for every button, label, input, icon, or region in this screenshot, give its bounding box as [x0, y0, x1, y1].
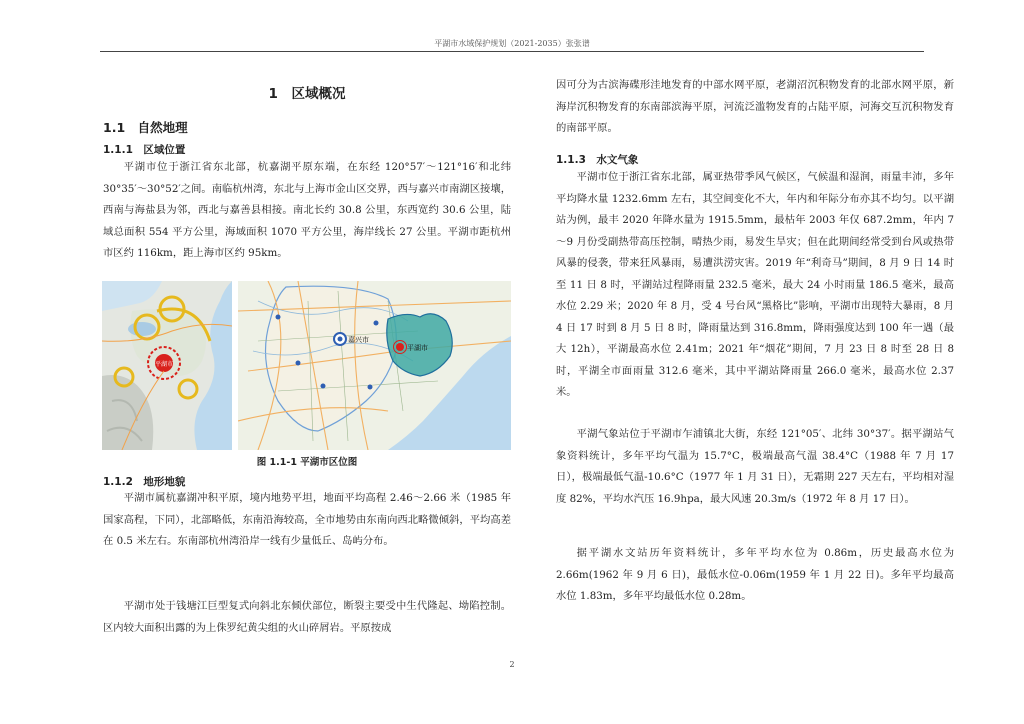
jiaxing-label: 嘉兴市 [348, 336, 369, 344]
page-number: 2 [509, 660, 515, 669]
town-marker [368, 385, 373, 390]
header-rule [100, 51, 924, 52]
town-marker [374, 321, 379, 326]
town-marker [276, 315, 281, 320]
terrain-paragraph-1: 平湖市属杭嘉湖冲积平原，境内地势平坦，地面平均高程 2.46～2.66 米（1985 年国家高程，下同），北部略低，东南沿海较高，全市地势由东南向西北略微倾斜，平均高差在 0.5 米左右。东南部杭州湾沿岸一线有少量低丘、岛屿分布。 [103, 492, 511, 547]
pinghu-city-marker [396, 343, 404, 351]
terrain-paragraph-2: 平湖市处于钱塘江巨型复式向斜北东倾伏部位，断裂主要受中生代隆起、坳陷控制。区内较大面积出露的为上侏罗纪黄尖组的火山碎屑岩。平原按成 [103, 600, 511, 634]
hydrology-paragraph: 据平湖水文站历年资料统计，多年平均水位为 0.86m，历史最高水位为 2.66m(1962 年 9 月 6 日)，最低水位-0.06m(1959 年 1 月 22 日)。多年平均最高水位 1.83m，多年平均最低水位 0.28m。 [556, 547, 954, 602]
page-header: 平湖市水域保护规划（2021-2035）张张谱 [434, 39, 590, 48]
section-heading-1-1-3: 1.1.3 水文气象 [556, 154, 639, 166]
figure-caption: 图 1.1-1 平湖市区位图 [256, 457, 358, 468]
pinghu-label: 平湖市 [407, 344, 428, 352]
regional-map-label: 平湖市 [154, 361, 174, 368]
town-marker [321, 384, 326, 389]
section-heading-1-1-2: 1.1.2 地形地貌 [103, 476, 186, 488]
city-detail-map [238, 281, 511, 450]
location-paragraph: 平湖市位于浙江省东北部，杭嘉湖平原东端，在东经 120°57′～121°16′和北纬 30°35′～30°52′之间。南临杭州湾，东北与上海市金山区交界，西与嘉兴市南湖区接壤，西南与海盐县为邻，西北与嘉善县相接。南北长约 30.8 公里，东西宽约 30.6 公里，陆域总面积 554 平方公里，海域面积 1070 平方公里，海岸线长 27 公里。平湖市距杭州市区约 116km，距上海市区约 95km。 [103, 161, 511, 259]
location-map-figure [102, 281, 511, 450]
plain-types-paragraph: 因可分为古滨海碟形洼地发育的中部水网平原，老湖沼沉积物发育的北部水网平原，新海岸沉积物发育的东南部滨海平原，河流泛滥物发育的占陆平原，河海交互沉积物发育的南部平原。 [556, 79, 954, 134]
section-heading-1-1: 1.1 自然地理 [103, 120, 188, 135]
climate-paragraph-1: 平湖市位于浙江省东北部，属亚热带季风气候区，气候温和湿润，雨量丰沛，多年平均降水量 1232.6mm 左右，其空间变化不大，年内和年际分布亦其不均匀。以平湖站为例，最丰 2020 年降水量为 1915.5mm，最枯年 2003 年仅 687.2mm，年内 7～9 月份受副热带高压控制，晴热少雨，易发生旱灾；但在此期间经常受到台风或热带风暴的侵袭，带来狂风暴雨，易遭洪涝灾害。2019 年“利奇马”期间，8 月 9 日 14 时至 11 日 8 时，平湖站过程降雨量 232.5 毫米，最大 24 小时雨量 186.5 毫米，最高水位 2.29 米；2020 年 8 月，受 4 号台风“黑格比”影响，平湖市出现特大暴雨，8 月 4 日 17 时到 8 月 5 日 8 时，降雨量达到 316.8mm，降雨强度达到 100 年一遇（最大 12h），平湖最高水位 2.41m；2021 年“烟花”期间，7 月 23 日 8 时至 28 日 8 时，平湖全市面雨量 312.6 毫米，其中平湖站降雨量 266.0 毫米，最高水位 2.37 米。 [556, 171, 954, 398]
chapter-title: 1 区域概况 [268, 86, 346, 102]
climate-paragraph-2: 平湖气象站位于平湖市乍浦镇北大街，东经 121°05′、北纬 30°37′。据平湖站气象资料统计，多年平均气温为 15.7°C，极端最高气温 38.4°C（1988 年 7 月 17 日），极端最低气温-10.6°C（1977 年 1 月 31 日），无霜期 227 天左右，平均相对湿度 82%，平均水汽压 16.9hpa，最大风速 20.3m/s（1972 年 8 月 17 日）。 [556, 428, 954, 505]
regional-overview-map [102, 281, 232, 450]
section-heading-1-1-1: 1.1.1 区域位置 [103, 144, 186, 156]
town-marker [296, 361, 301, 366]
